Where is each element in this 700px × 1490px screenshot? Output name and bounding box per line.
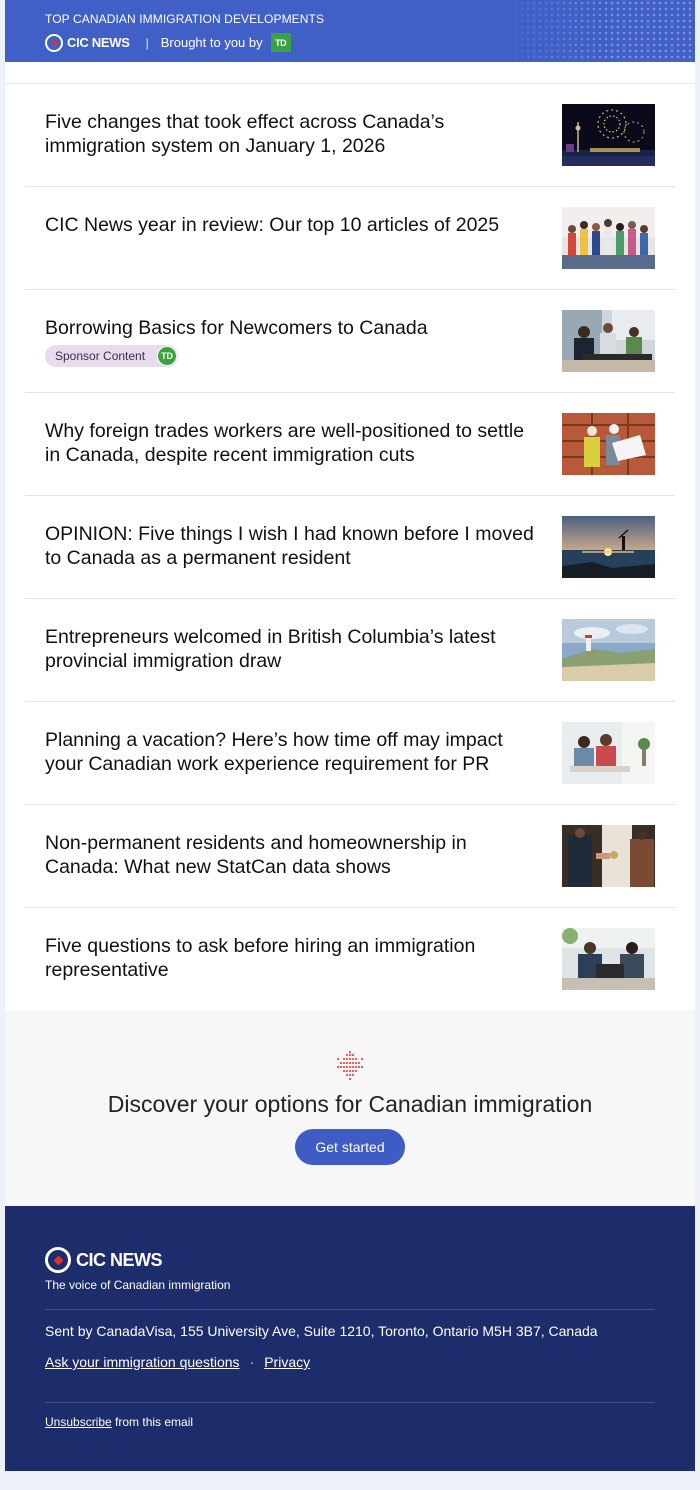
world-map-dots-decoration: [495, 0, 695, 62]
td-logo-icon: TD: [157, 346, 177, 366]
footer-divider: [45, 1402, 655, 1403]
header-separator: |: [145, 35, 149, 50]
unsubscribe-line: [45, 1415, 193, 1429]
article-title[interactable]: Five changes that took effect across Canada’s immigration system on January 1, 2026: [45, 111, 445, 157]
article-item[interactable]: [25, 599, 675, 702]
article-item[interactable]: [25, 187, 675, 290]
article-title[interactable]: Five questions to ask before hiring an immigration representative: [45, 935, 476, 981]
sponsor-label: Sponsor Content: [55, 349, 146, 363]
article-title[interactable]: CIC News year in review: Our top 10 articles of 2025: [45, 214, 500, 236]
footer-logo[interactable]: [45, 1247, 162, 1273]
header-title: TOP CANADIAN IMMIGRATION DEVELOPMENTS: [45, 12, 325, 26]
article-title[interactable]: OPINION: Five things I wish I had known before I moved to Canada as a permanent resident: [45, 523, 534, 569]
unsubscribe-suffix: from this email: [111, 1415, 194, 1429]
meeting-office-image[interactable]: [562, 310, 655, 372]
get-started-button[interactable]: Get started: [295, 1129, 405, 1165]
house-keys-image[interactable]: [562, 825, 655, 887]
cic-logo-icon: [45, 34, 63, 52]
article-item[interactable]: [25, 702, 675, 805]
article-title[interactable]: Entrepreneurs welcomed in British Columbia’s latest provincial immigration draw: [45, 626, 496, 672]
article-item[interactable]: [25, 84, 675, 187]
header-brand-row: [45, 33, 291, 52]
celebrating-group-image[interactable]: [562, 207, 655, 269]
privacy-link[interactable]: Privacy: [264, 1354, 311, 1370]
article-item[interactable]: [25, 805, 675, 908]
article-item[interactable]: [25, 908, 675, 1011]
footer-address: Sent by CanadaVisa, 155 University Ave, Suite 1210, Toronto, Ontario M5H 3B7, Canada: [45, 1323, 598, 1339]
footer-tagline: The voice of Canadian immigration: [45, 1278, 231, 1292]
fireworks-city-image[interactable]: [562, 104, 655, 166]
email-frame: [5, 0, 695, 1471]
footer-logo-text: CIC NEWS: [76, 1249, 162, 1270]
article-item[interactable]: [25, 393, 675, 496]
article-title[interactable]: Planning a vacation? Here’s how time off may impact your Canadian work experience requirement for PR: [45, 729, 503, 775]
td-logo-icon[interactable]: TD: [271, 33, 291, 52]
header-logo-text[interactable]: CIC NEWS: [67, 35, 130, 50]
construction-workers-image[interactable]: [562, 413, 655, 475]
article-item[interactable]: [25, 290, 675, 393]
sunset-lake-image[interactable]: [562, 516, 655, 578]
cic-logo-icon: [45, 1247, 71, 1273]
maple-leaf-dots-icon: [334, 1050, 366, 1087]
footer-links: [45, 1354, 310, 1370]
unsubscribe-link[interactable]: Unsubscribe: [45, 1415, 112, 1429]
ask-questions-link[interactable]: Ask your immigration questions: [45, 1354, 240, 1370]
article-title[interactable]: Why foreign trades workers are well-positioned to settle in Canada, despite recent immigration cuts: [45, 420, 525, 466]
newsletter-header: [5, 0, 695, 62]
cta-title: Discover your options for Canadian immigration: [107, 1091, 593, 1117]
article-title[interactable]: Borrowing Basics for Newcomers to Canada: [45, 317, 428, 339]
couple-planning-image[interactable]: [562, 722, 655, 784]
footer: [5, 1206, 695, 1471]
coastal-lighthouse-image[interactable]: [562, 619, 655, 681]
sponsor-content-badge: [45, 345, 178, 367]
header-spacer: [5, 62, 695, 84]
cta-section: [5, 1010, 695, 1206]
article-item[interactable]: [25, 496, 675, 599]
consultation-laptop-image[interactable]: [562, 928, 655, 990]
footer-divider: [45, 1309, 655, 1310]
brought-by-text: Brought to you by: [160, 35, 263, 50]
article-title[interactable]: Non-permanent residents and homeownership in Canada: What new StatCan data shows: [45, 832, 467, 878]
link-separator: ·: [249, 1354, 255, 1370]
